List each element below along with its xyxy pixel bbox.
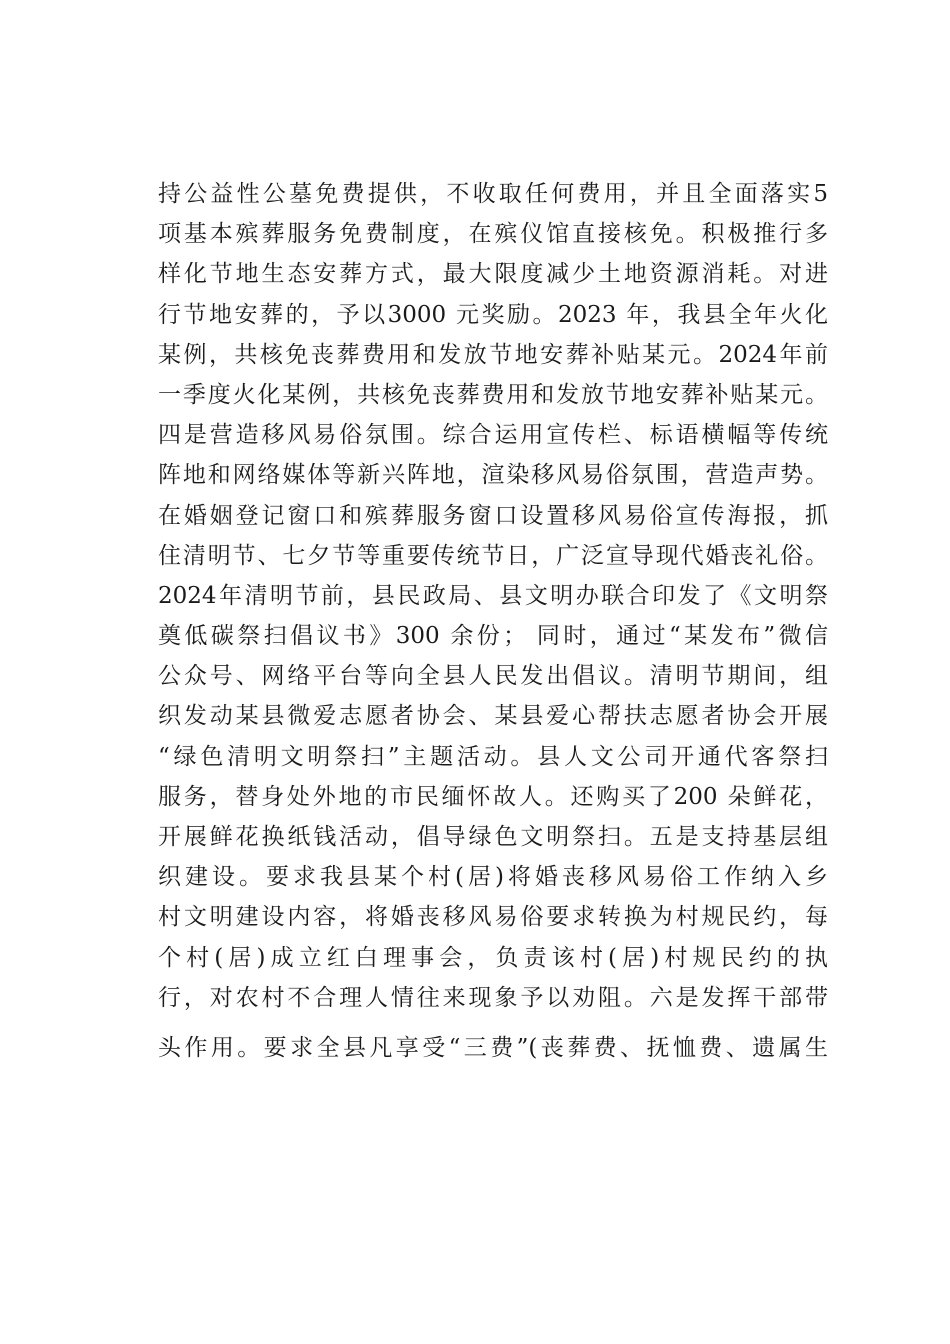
text-line: 公众号、网络平台等向全县人民发出倡议。清明节期间，组 xyxy=(158,663,828,690)
text-line: 开展鲜花换纸钱活动，倡导绿色文明祭扫。五是支持基层组 xyxy=(158,824,828,850)
text-line: 四是营造移风易俗氛围。综合运用宣传栏、标语横幅等传统 xyxy=(158,422,828,449)
text-line: 头作用。要求全县凡享受“三费”(丧葬费、抚恤费、遗属生 xyxy=(158,1034,828,1061)
text-line: 行，对农村不合理人情往来现象予以劝阻。六是发挥干部带 xyxy=(158,984,828,1011)
text-line: 服务，替身处外地的市民缅怀故人。还购买了200 朵鲜花， xyxy=(158,783,828,810)
text-line: “绿色清明文明祭扫”主题活动。县人文公司开通代客祭扫 xyxy=(158,743,828,770)
text-line: 织建设。要求我县某个村(居)将婚丧移风易俗工作纳入乡 xyxy=(158,864,828,891)
text-line: 在婚姻登记窗口和殡葬服务窗口设置移风易俗宣传海报，抓 xyxy=(158,502,828,529)
text-line: 织发动某县微爱志愿者协会、某县爱心帮扶志愿者协会开展 xyxy=(158,703,828,730)
text-line: 奠低碳祭扫倡议书》300 余份； 同时，通过“某发布”微信 xyxy=(158,623,828,650)
text-line: 村文明建设内容，将婚丧移风易俗要求转换为村规民约，每 xyxy=(158,904,828,931)
text-line: 个村(居)成立红白理事会，负责该村(居)村规民约的执 xyxy=(158,944,828,971)
text-line: 一季度火化某例，共核免丧葬费用和发放节地安葬补贴某元。 xyxy=(158,381,828,408)
text-line: 样化节地生态安葬方式，最大限度减少土地资源消耗。对进 xyxy=(158,261,828,288)
text-line: 持公益性公墓免费提供，不收取任何费用，并且全面落实5 xyxy=(158,181,828,207)
text-line: 某例，共核免丧葬费用和发放节地安葬补贴某元。2024年前 xyxy=(158,341,828,368)
text-line: 阵地和网络媒体等新兴阵地，渲染移风易俗氛围，营造声势。 xyxy=(158,462,828,489)
text-line: 行节地安葬的，予以3000 元奖励。2023 年，我县全年火化 xyxy=(158,301,828,328)
text-line: 项基本殡葬服务免费制度，在殡仪馆直接核免。积极推行多 xyxy=(158,221,828,248)
text-line: 2024年清明节前，县民政局、县文明办联合印发了《文明祭 xyxy=(158,582,828,609)
body-text xyxy=(158,174,828,1068)
text-line: 住清明节、七夕节等重要传统节日，广泛宣导现代婚丧礼俗。 xyxy=(158,542,828,569)
